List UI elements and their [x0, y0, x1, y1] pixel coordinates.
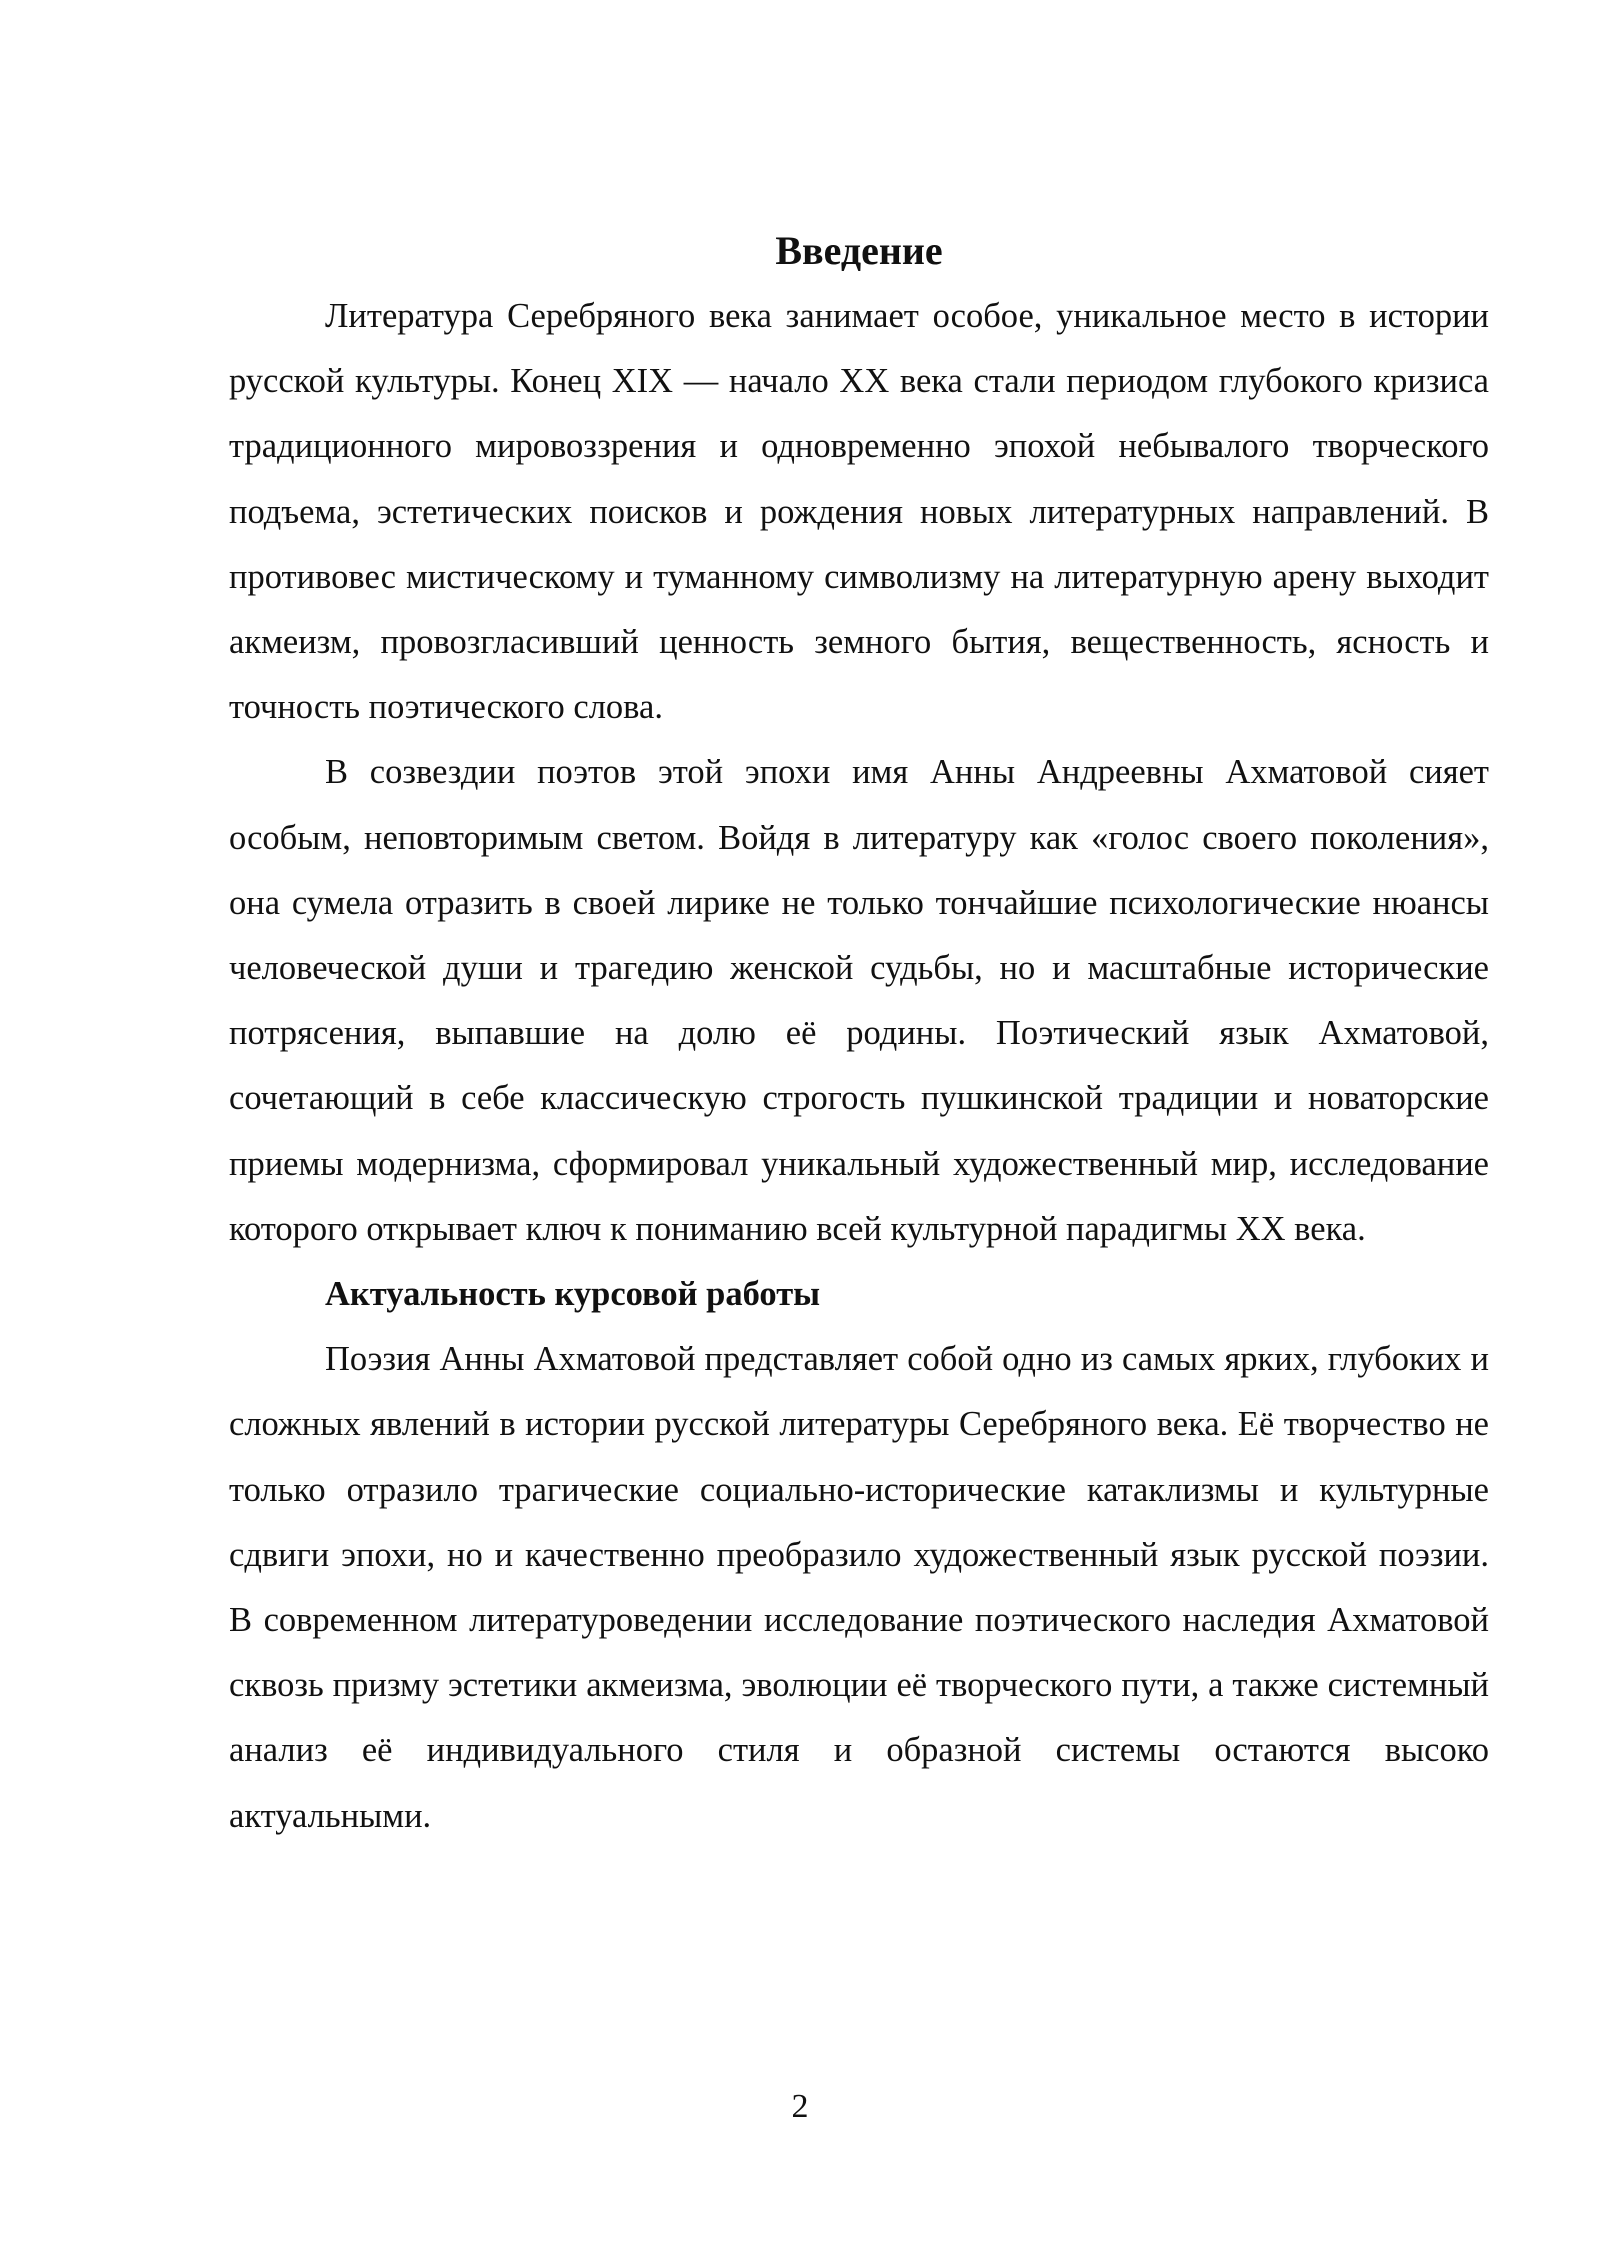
page-title: Введение — [775, 228, 943, 273]
intro-paragraph-1: Литература Серебряного века занимает особое, уникальное место в истории русской культуры. Конец XIX — начало XX века стали периодом глубокого кризиса традиционного мировоззрения и одновременно эпохой небывалого творческого подъема, эстетических поисков и рождения новых литературных направлений. В противовес мистическому и туманному символизму на литературную арену выходит акмеизм, провозгласивший ценность земного бытия, вещественность, ясность и точность поэтического слова. — [229, 297, 1489, 727]
page-number: 2 — [791, 2088, 809, 2125]
intro-paragraph-2: В созвездии поэтов этой эпохи имя Анны Андреевны Ахматовой сияет особым, неповторимым светом. Войдя в литературу как «голос своего поколения», она сумела отразить в своей лирике не только тончайшие психологические нюансы человеческой души и трагедию женской судьбы, но и масштабные исторические потрясения, выпавшие на долю её родины. Поэтический язык Ахматовой, сочетающий в себе классическую строгость пушкинской традиции и новаторские приемы модернизма, сформировал уникальный художественный мир, исследование которого открывает ключ к пониманию всей культурной парадигмы XX века. — [229, 753, 1489, 1248]
relevance-paragraph: Поэзия Анны Ахматовой представляет собой одно из самых ярких, глубоких и сложных явлений в истории русской литературы Серебряного века. Её творчество не только отразило трагические социально-исторические катаклизмы и культурные сдвиги эпохи, но и качественно преобразило художественный язык русской поэзии. В современном литературоведении исследование поэтического наследия Ахматовой сквозь призму эстетики акмеизма, эволюции её творческого пути, а также системный анализ её индивидуального стиля и образной системы остаются высоко актуальными. — [229, 1340, 1489, 1835]
section-subheading: Актуальность курсовой работы — [325, 1275, 821, 1314]
page-content — [229, 218, 1489, 1849]
